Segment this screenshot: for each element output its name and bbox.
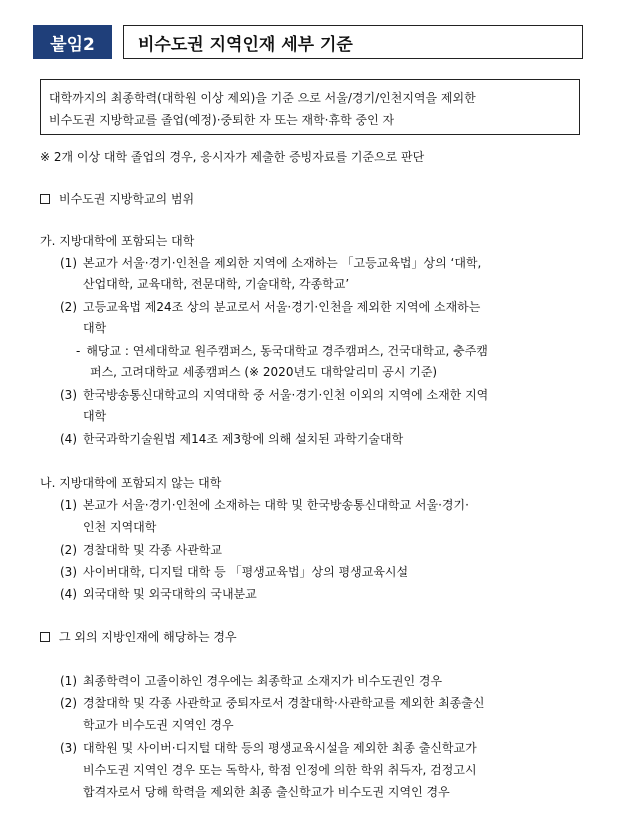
document-header xyxy=(33,25,583,59)
list-item-cont: 합격자로서 당해 학력을 제외한 최종 출신학교가 비수도권 지역인 경우 xyxy=(83,785,450,799)
attachment-badge: 붙임2 xyxy=(33,25,112,59)
list-item: (1) 본교가 서울·경기·인천을 제외한 지역에 소재하는 「고등교육법」상의 ‘대학, xyxy=(60,256,482,270)
subsection-heading-b: 나. 지방대학에 포함되지 않는 대학 xyxy=(40,476,222,490)
list-item: (1) 본교가 서울·경기·인천에 소재하는 대학 및 한국방송통신대학교 서울·경기· xyxy=(60,498,469,512)
list-item: (2) 경찰대학 및 각종 사관학교 xyxy=(60,543,222,557)
intro-definition-box xyxy=(40,79,580,135)
note-line: ※ 2개 이상 대학 졸업의 경우, 응시자가 제출한 증빙자료를 기준으로 판단 xyxy=(40,150,425,164)
list-item: (2) 고등교육법 제24조 상의 분교로서 서울·경기·인천을 제외한 지역에 소재하는 xyxy=(60,300,481,314)
intro-line-2: 비수도권 지방학교를 졸업(예정)·중퇴한 자 또는 재학·휴학 중인 자 xyxy=(49,113,395,127)
list-item-cont: 대학 xyxy=(83,321,107,335)
list-item: (1) 최종학력이 고졸이하인 경우에는 최종학교 소재지가 비수도권인 경우 xyxy=(60,674,443,688)
list-item: (3) 사이버대학, 디지털 대학 등 「평생교육법」상의 평생교육시설 xyxy=(60,565,409,579)
list-item-cont: 산업대학, 교육대학, 전문대학, 기술대학, 각종학교’ xyxy=(83,277,350,291)
list-item: (4) 한국과학기술원법 제14조 제3항에 의해 설치된 과학기술대학 xyxy=(60,432,404,446)
list-item: (2) 경찰대학 및 각종 사관학교 중퇴자로서 경찰대학·사관학교를 제외한 최종출신 xyxy=(60,696,485,710)
section-heading-2: 그 외의 지방인재에 해당하는 경우 xyxy=(40,628,237,646)
list-item: (3) 한국방송통신대학교의 지역대학 중 서울·경기·인천 이외의 지역에 소재한 지역 xyxy=(60,388,489,402)
list-item: - 해당교 : 연세대학교 원주캠퍼스, 동국대학교 경주캠퍼스, 건국대학교, 충주캠 xyxy=(76,344,488,358)
checkbox-square-icon xyxy=(40,194,50,204)
list-item-cont: 퍼스, 고려대학교 세종캠퍼스 (※ 2020년도 대학알리미 공시 기준) xyxy=(90,365,438,379)
list-item-cont: 대학 xyxy=(83,409,107,423)
intro-line-1: 대학까지의 최종학력(대학원 이상 제외)을 기준 으로 서울/경기/인천지역을 제외한 xyxy=(49,91,476,105)
list-item-cont: 인천 지역대학 xyxy=(83,520,157,534)
list-item-cont: 비수도권 지역인 경우 또는 독학사, 학점 인정에 의한 학위 취득자, 검정고시 xyxy=(83,763,477,777)
list-item: (4) 외국대학 및 외국대학의 국내분교 xyxy=(60,587,257,601)
checkbox-square-icon xyxy=(40,632,50,642)
list-item-cont: 학교가 비수도권 지역인 경우 xyxy=(83,718,234,732)
section-heading-1: 비수도권 지방학교의 범위 xyxy=(40,190,194,208)
page-title: 비수도권 지역인재 세부 기준 xyxy=(123,25,583,59)
list-item: (3) 대학원 및 사이버·디지털 대학 등의 평생교육시설을 제외한 최종 출신학교가 xyxy=(60,741,477,755)
subsection-heading-a: 가. 지방대학에 포함되는 대학 xyxy=(40,234,195,248)
